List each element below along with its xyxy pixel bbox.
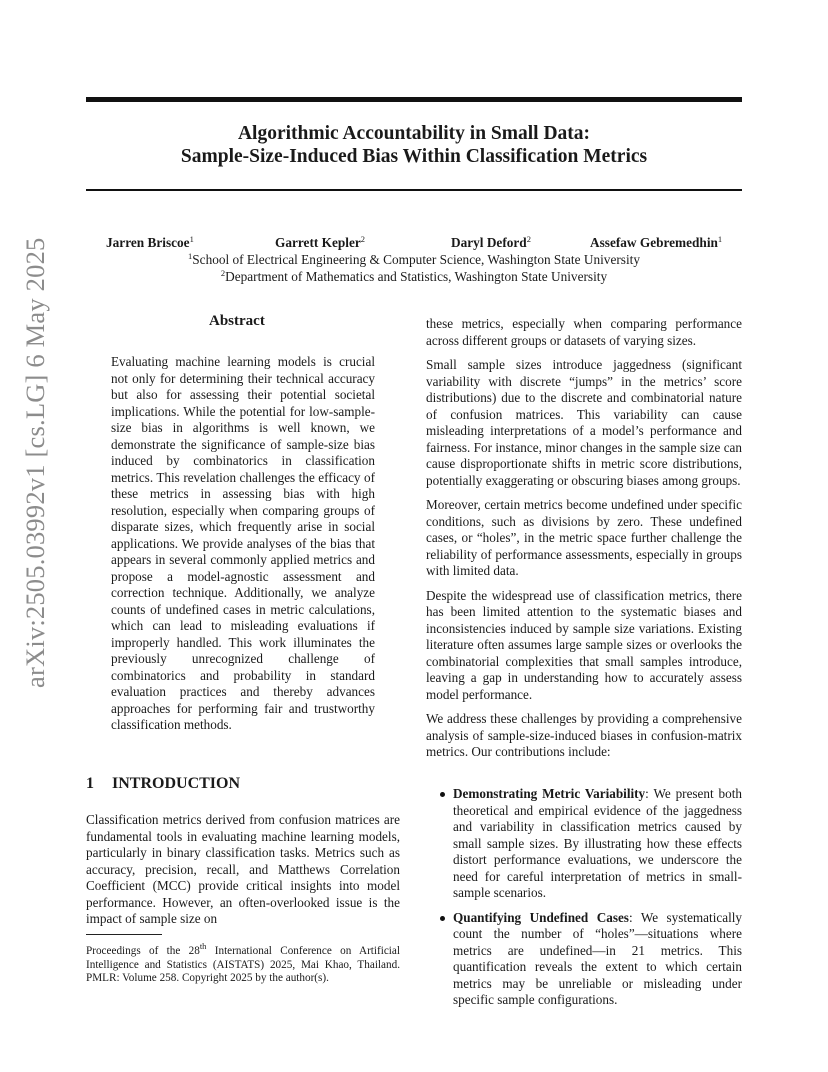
paragraph: We address these challenges by providing a comprehensive analysis of sample-size-induced biases in confusion-matrix metrics. Our contributions include: (426, 711, 742, 759)
author-affiliation-mark: 2 (526, 234, 531, 244)
paragraph: Moreover, certain metrics become undefined under specific conditions, such as divisions by zero. These undefined cases, or “holes”, in the metric space further challenge the reliability of performance assessments, especially in groups with limited data. (426, 497, 742, 578)
abstract-body (111, 354, 375, 734)
title-top-rule (86, 97, 742, 102)
abstract-text: Evaluating machine learning models is crucial not only for determining their technical accuracy but also for assessing their potential societal implications. While the potential for low-sample-size bias in algorithms is well known, we demonstrate the significance of sample-size bias induced by combinatorics in classification metrics. This revelation challenges the efficacy of these metrics in assessing bias with high resolution, especially when comparing groups of disparate sizes, which frequently arise in social applications. We provide analyses of the bias that appears in several commonly applied metrics and propose a model-agnostic assessment and correction technique. Additionally, we analyze counts of undefined cases in metric calculations, which can lead to misleading evaluations if improperly handled. This work illuminates the previously unrecognized challenge of combinatorics and probability in standard evaluation practices and thereby advances approaches for performing fair and trustworthy classification methods. (111, 354, 375, 732)
affiliation-number: 2 (220, 268, 226, 278)
bullet-icon (440, 792, 445, 797)
paper-title (86, 122, 742, 168)
bullet-label: Demonstrating Metric Variability (453, 786, 646, 801)
footnote-rule (86, 934, 162, 935)
contribution-list (436, 786, 742, 1017)
affiliation-text: School of Electrical Engineering & Computer Science, Washington State University (192, 252, 640, 267)
arxiv-identifier: arXiv:2505.03992v1 [cs.LG] 6 May 2025 (20, 237, 50, 688)
bullet-body: : We present both theoretical and empirical evidence of the jaggedness and variability in classification metrics caused by small sample sizes. By illustrating how these effects distort performance evaluations, we underscore the need for careful interpretation of metrics in small-sample scenarios. (453, 786, 742, 900)
author-1 (106, 234, 194, 251)
paragraph: these metrics, especially when comparing performance across different groups or datasets of varying sizes. (426, 316, 742, 348)
footnote-text: Proceedings of the 28 (86, 945, 200, 957)
bullet-text (453, 910, 742, 1009)
author-name: Daryl Deford (451, 235, 527, 250)
affiliation-1 (0, 251, 828, 268)
bullet-label: Quantifying Undefined Cases (453, 909, 629, 925)
footnote-superscript: th (199, 941, 207, 951)
intro-text: Classification metrics derived from confusion matrices are fundamental tools in evaluating machine learning models, particularly in binary classification tasks. Metrics such as accuracy, precision, recall, and Matthews Correlation Coefficient (MCC) provide critical insights into model performance. However, an often-overlooked issue is the impact of sample size on (86, 812, 400, 926)
title-bottom-rule (86, 189, 742, 191)
footnote-text: International Conference on Artificial Intelligence and Statistics (AISTATS) 2025, Mai Khao, Thailand. PMLR: Volume 258. Copyright 2025 by the author(s). (86, 945, 400, 984)
paragraph: Despite the widespread use of classification metrics, there has been limited attention to the systematic biases and inconsistencies induced by sample size variations. Existing literature often assumes large sample sizes or overlooks the combinatorial complexities that small samples introduce, leaving a gap in understanding how to accurately assess model performance. (426, 587, 742, 702)
section-heading (86, 775, 240, 793)
author-affiliation-mark: 1 (189, 234, 194, 244)
affiliation-number: 1 (188, 251, 193, 261)
title-line-1: Algorithmic Accountability in Small Data: (237, 123, 591, 144)
author-3 (451, 234, 531, 251)
list-item (436, 786, 742, 902)
list-item (436, 910, 742, 1009)
author-name: Jarren Briscoe (106, 235, 190, 250)
affiliation-text: Department of Mathematics and Statistics, Washington State University (225, 269, 608, 284)
author-2 (275, 234, 365, 251)
bullet-text (453, 786, 742, 902)
author-affiliation-mark: 1 (717, 234, 723, 244)
author-affiliation-mark: 2 (360, 234, 366, 244)
author-4 (590, 234, 722, 251)
footnote (86, 940, 400, 986)
title-line-2: Sample-Size-Induced Bias Within Classification Metrics (180, 146, 648, 167)
section-title: INTRODUCTION (112, 775, 241, 792)
bullet-body: : We systematically count the number of “holes”—situations where metrics are undefined—in 21 metrics. This quantification reveals the extent to which certain metrics may be unreliable or misleading under specific sample configurations. (453, 909, 742, 1007)
intro-paragraph (86, 812, 400, 928)
abstract-heading: Abstract (209, 313, 265, 329)
section-number: 1 (86, 775, 94, 792)
right-column (426, 316, 742, 769)
affiliation-2 (0, 268, 828, 285)
author-name: Garrett Kepler (275, 235, 361, 250)
paragraph: Small sample sizes introduce jaggedness (significant variability with discrete “jumps” in the metrics’ score distributions) due to the discrete and combinatorial nature of confusion matrices. This variability can cause misleading interpretations of a model’s performance and fairness. For instance, minor changes in the sample size can cause disproportionate shifts in metric score distributions, potentially exaggerating or obscuring biases among groups. (426, 357, 742, 488)
bullet-icon (440, 916, 445, 921)
author-name: Assefaw Gebremedhin (590, 235, 718, 250)
